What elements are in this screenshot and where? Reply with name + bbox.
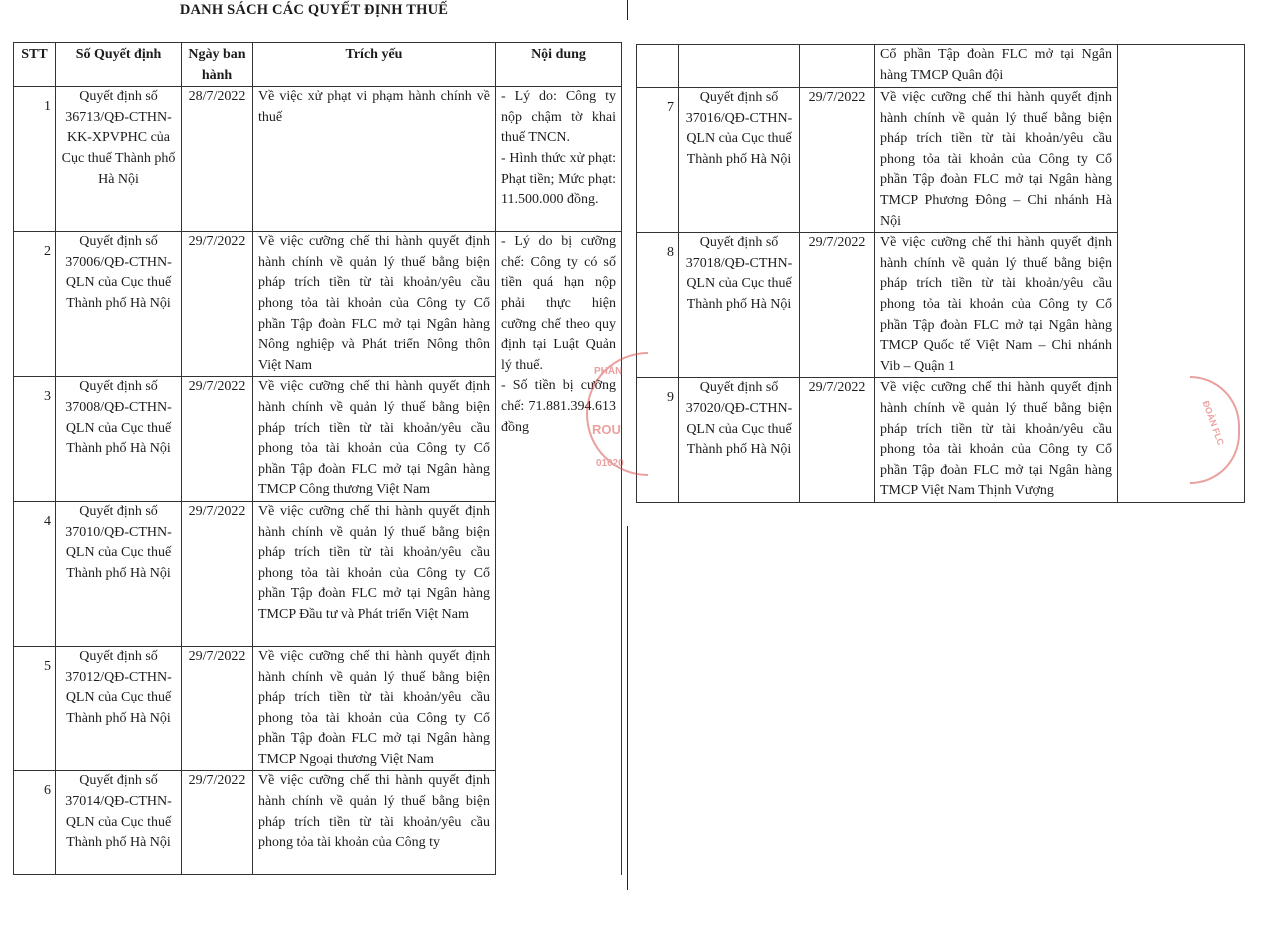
row-stt: 4 — [14, 501, 56, 646]
row-ngay-ban-hanh: 29/7/2022 — [182, 501, 253, 646]
row-ngay-ban-hanh: 29/7/2022 — [800, 233, 875, 378]
row-noi-dung — [496, 87, 622, 232]
row-so-quyet-dinh: Quyết định số 37010/QĐ-CTHN-QLN của Cục thuế Thành phố Hà Nội — [56, 501, 182, 646]
header-noi-dung: Nội dung — [496, 43, 622, 87]
noi-dung-line: - Hình thức xử phạt: Phạt tiền; Mức phạt: 11.500.000 đồng. — [501, 150, 616, 208]
table-header-row — [14, 43, 622, 87]
company-seal-stamp — [586, 352, 648, 476]
row-trich-yeu: Về việc cưỡng chế thi hành quyết định hành chính về quản lý thuế bằng biện pháp trích tiền từ tài khoản/yêu cầu phong tỏa tài khoản của Công ty Cổ phần Tập đoàn FLC mở tại Ngân hàng TMCP Đầu tư và Phát triển Việt Nam — [253, 501, 496, 646]
row-so-quyet-dinh: Quyết định số 37016/QĐ-CTHN-QLN của Cục thuế Thành phố Hà Nội — [679, 88, 800, 233]
header-ngay-ban-hanh: Ngày ban hành — [182, 43, 253, 87]
header-so-quyet-dinh: Số Quyết định — [56, 43, 182, 87]
row-trich-yeu: Về việc cưỡng chế thi hành quyết định hành chính về quản lý thuế bằng biện pháp trích tiền từ tài khoản/yêu cầu phong tỏa tài khoản của Công ty Cổ phần Tập đoàn FLC mở tại Ngân hàng TMCP Việt Nam Thịnh Vượng — [875, 378, 1118, 503]
noi-dung-line: - Lý do: Công ty nộp chậm tờ khai thuế TNCN. — [501, 89, 616, 146]
decision-table-left — [13, 42, 622, 875]
row-stt: 7 — [637, 88, 679, 233]
page-title: DANH SÁCH CÁC QUYẾT ĐỊNH THUẾ — [179, 2, 449, 18]
stamp-text: ROU — [592, 422, 621, 437]
row-noi-dung-merged — [496, 232, 622, 875]
row-so-quyet-dinh: Quyết định số 37008/QĐ-CTHN-QLN của Cục thuế Thành phố Hà Nội — [56, 377, 182, 502]
row-ngay-ban-hanh: 29/7/2022 — [182, 377, 253, 502]
page-divider — [627, 0, 628, 20]
row-trich-yeu: Về việc cưỡng chế thi hành quyết định hành chính về quản lý thuế bằng biện pháp trích tiền từ tài khoản/yêu cầu phong tỏa tài khoản của Công ty Cổ phần Tập đoàn FLC mở tại Ngân hàng TMCP Phương Đông – Chi nhánh Hà Nội — [875, 88, 1118, 233]
row-trich-yeu: Về việc cưỡng chế thi hành quyết định hành chính về quản lý thuế bằng biện pháp trích tiền từ tài khoản/yêu cầu phong tỏa tài khoản của Công ty Cổ phần Tập đoàn FLC mở tại Ngân hàng TMCP Quốc tế Việt Nam – Chi nhánh Vib – Quận 1 — [875, 233, 1118, 378]
row-so-quyet-dinh: Quyết định số 37012/QĐ-CTHN-QLN của Cục thuế Thành phố Hà Nội — [56, 646, 182, 771]
row-stt: 5 — [14, 646, 56, 771]
header-stt: STT — [14, 43, 56, 87]
stamp-text: ĐOÀN FLC — [1200, 399, 1226, 447]
row-ngay-ban-hanh: 29/7/2022 — [800, 378, 875, 503]
stamp-text: PHẦN — [594, 366, 623, 377]
table-row — [14, 87, 622, 232]
stamp-text: 01020 — [596, 458, 624, 469]
row-stt: 2 — [14, 232, 56, 377]
row-stt: 6 — [14, 771, 56, 875]
row-so-quyet-dinh: Quyết định số 36713/QĐ-CTHN-KK-XPVPHC của Cục thuế Thành phố Hà Nội — [56, 87, 182, 232]
row-ngay-ban-hanh: 29/7/2022 — [182, 646, 253, 771]
decision-table-right — [636, 44, 1245, 503]
row-stt: 9 — [637, 378, 679, 503]
row-so-quyet-dinh: Quyết định số 37018/QĐ-CTHN-QLN của Cục thuế Thành phố Hà Nội — [679, 233, 800, 378]
header-trich-yeu: Trích yếu — [253, 43, 496, 87]
row-trich-yeu: Về việc xử phạt vi phạm hành chính về thuế — [253, 87, 496, 232]
row-so-quyet-dinh — [679, 45, 800, 88]
row-trich-yeu: Về việc cưỡng chế thi hành quyết định hành chính về quản lý thuế bằng biện pháp trích tiền từ tài khoản/yêu cầu phong tỏa tài khoản của Công ty Cổ phần Tập đoàn FLC mở tại Ngân hàng TMCP Ngoại thương Việt Nam — [253, 646, 496, 771]
row-trich-yeu: Về việc cưỡng chế thi hành quyết định hành chính về quản lý thuế bằng biện pháp trích tiền từ tài khoản/yêu cầu phong tỏa tài khoản của Công ty Cổ phần Tập đoàn FLC mở tại Ngân hàng Nông nghiệp và Phát triển Nông thôn Việt Nam — [253, 232, 496, 377]
row-trich-yeu: Về việc cưỡng chế thi hành quyết định hành chính về quản lý thuế bằng biện pháp trích tiền từ tài khoản/yêu cầu phong tỏa tài khoản của Công ty — [253, 771, 496, 875]
row-trich-yeu: Cổ phần Tập đoàn FLC mở tại Ngân hàng TMCP Quân đội — [875, 45, 1118, 88]
row-so-quyet-dinh: Quyết định số 37020/QĐ-CTHN-QLN của Cục thuế Thành phố Hà Nội — [679, 378, 800, 503]
row-ngay-ban-hanh: 28/7/2022 — [182, 87, 253, 232]
page-divider — [627, 526, 628, 890]
noi-dung-line: - Số tiền bị cưỡng chế: 71.881.394.613 đồng — [501, 378, 616, 435]
row-stt — [637, 45, 679, 88]
table-row-continued — [637, 45, 1245, 88]
row-stt: 3 — [14, 377, 56, 502]
row-so-quyet-dinh: Quyết định số 37014/QĐ-CTHN-QLN của Cục thuế Thành phố Hà Nội — [56, 771, 182, 875]
table-row — [14, 232, 622, 377]
noi-dung-line: - Lý do bị cưỡng chế: Công ty có số tiền quá hạn nộp phải thực hiện cưỡng chế theo quy định tại Luật Quản lý thuế. — [501, 234, 616, 373]
row-ngay-ban-hanh — [800, 45, 875, 88]
row-ngay-ban-hanh: 29/7/2022 — [182, 771, 253, 875]
row-ngay-ban-hanh: 29/7/2022 — [800, 88, 875, 233]
row-stt: 8 — [637, 233, 679, 378]
row-stt: 1 — [14, 87, 56, 232]
row-ngay-ban-hanh: 29/7/2022 — [182, 232, 253, 377]
row-trich-yeu: Về việc cưỡng chế thi hành quyết định hành chính về quản lý thuế bằng biện pháp trích tiền từ tài khoản/yêu cầu phong tỏa tài khoản của Công ty Cổ phần Tập đoàn FLC mở tại Ngân hàng TMCP Công thương Việt Nam — [253, 377, 496, 502]
row-so-quyet-dinh: Quyết định số 37006/QĐ-CTHN-QLN của Cục thuế Thành phố Hà Nội — [56, 232, 182, 377]
